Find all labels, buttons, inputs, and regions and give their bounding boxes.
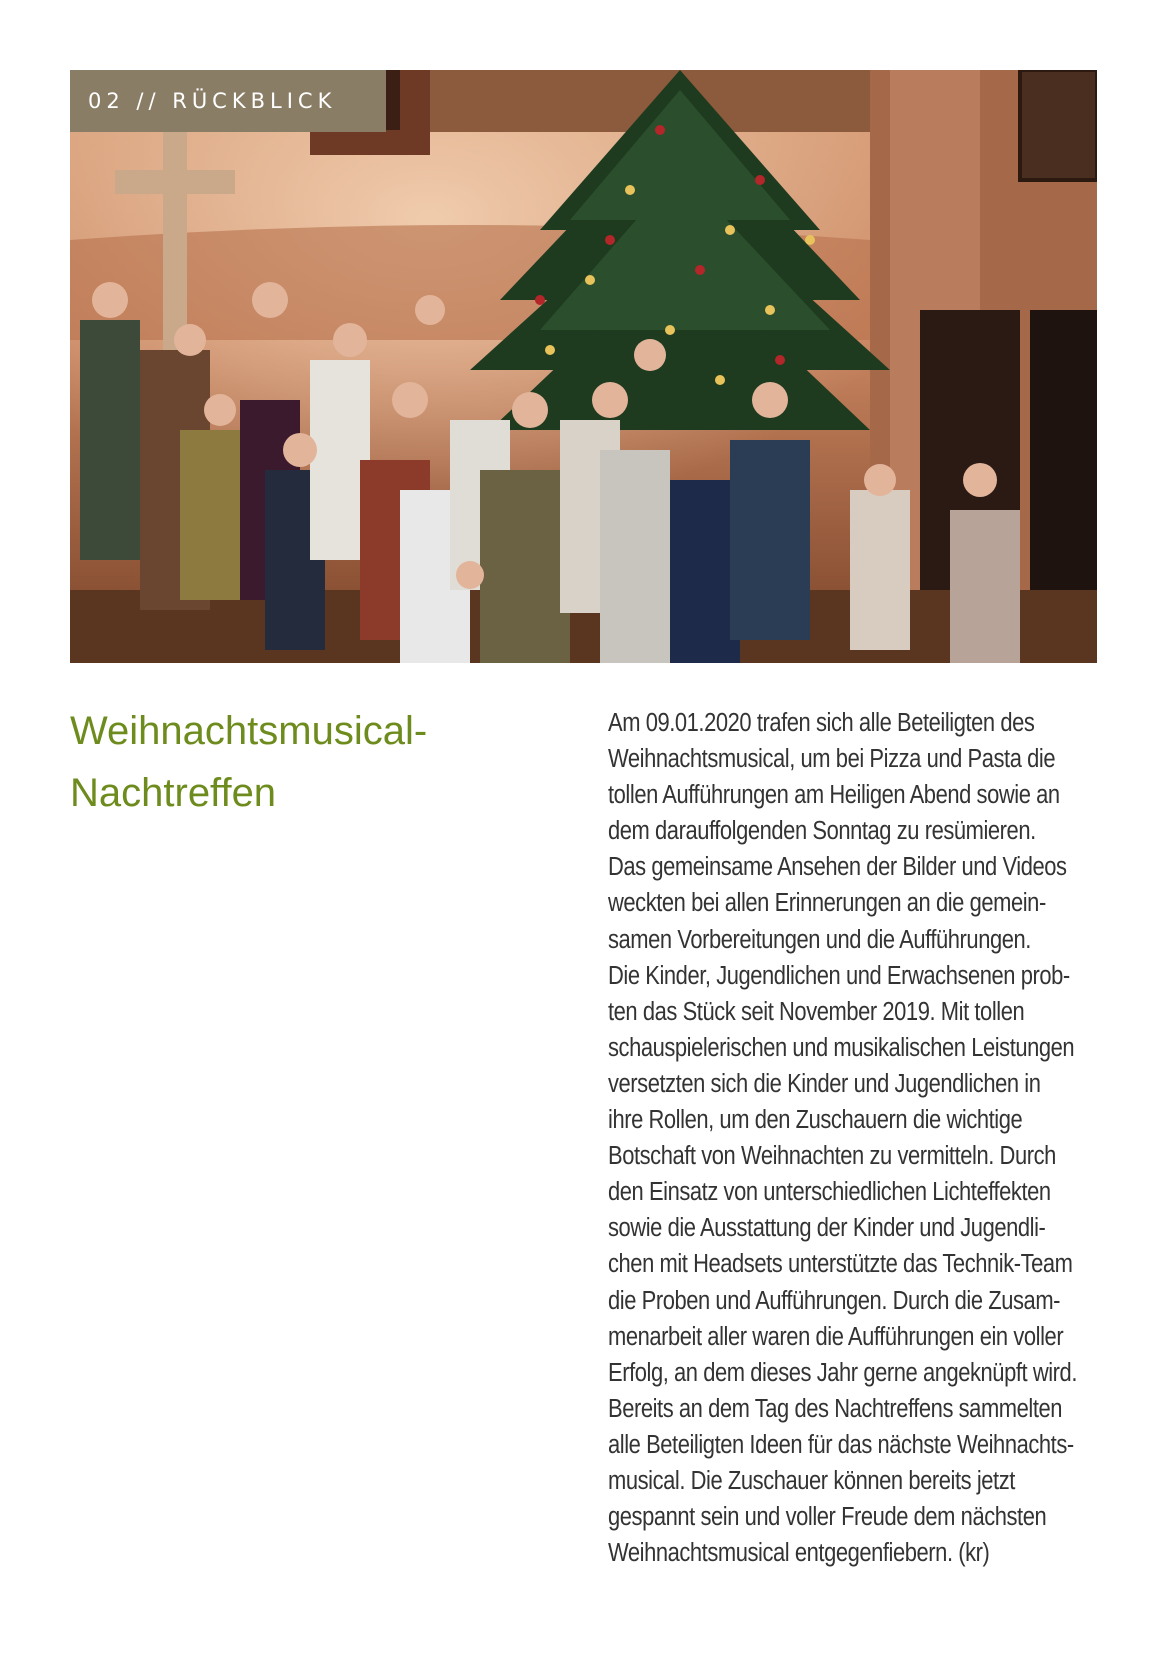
article-body bbox=[608, 705, 1077, 1571]
body-line: Weihnachtsmusical, um bei Pizza und Pasta die bbox=[608, 745, 1056, 774]
body-line: den Einsatz von unterschiedlichen Lichteffekten bbox=[608, 1178, 1051, 1207]
body-line: Bereits an dem Tag des Nachtreffens sammelten bbox=[608, 1394, 1063, 1423]
body-line: dem darauffolgenden Sonntag zu resümieren. bbox=[608, 817, 1036, 846]
body-line: Am 09.01.2020 trafen sich alle Beteiligten des bbox=[608, 709, 1035, 737]
section-tag bbox=[70, 70, 386, 132]
article-title bbox=[70, 700, 530, 824]
body-line: tollen Aufführungen am Heiligen Abend sowie an bbox=[608, 781, 1060, 810]
body-line: chen mit Headsets unterstützte das Technik-Team bbox=[608, 1250, 1073, 1279]
body-line: ihre Rollen, um den Zuschauern die wichtige bbox=[608, 1106, 1023, 1135]
body-line: Die Kinder, Jugendlichen und Erwachsenen prob- bbox=[608, 961, 1070, 990]
body-line: Das gemeinsame Ansehen der Bilder und Videos bbox=[608, 853, 1067, 882]
body-line: alle Beteiligten Ideen für das nächste Weihnachts- bbox=[608, 1430, 1074, 1459]
section-label: 02 // RÜCKBLICK bbox=[88, 89, 337, 113]
article-title-line: Nachtreffen bbox=[70, 771, 277, 815]
body-line: schauspielerischen und musikalischen Leistungen bbox=[608, 1033, 1075, 1062]
body-line: versetzten sich die Kinder und Jugendlichen in bbox=[608, 1069, 1041, 1098]
church-nativity-photo bbox=[70, 70, 1097, 663]
body-line: menarbeit aller waren die Aufführungen ein voller bbox=[608, 1322, 1064, 1351]
body-line: samen Vorbereitungen und die Aufführungen. bbox=[608, 925, 1031, 954]
body-line: Erfolg, an dem dieses Jahr gerne angeknüpft wird. bbox=[608, 1358, 1077, 1387]
body-line: weckten bei allen Erinnerungen an die gemein- bbox=[608, 889, 1046, 918]
body-line: sowie die Ausstattung der Kinder und Jugendli- bbox=[608, 1214, 1046, 1243]
body-line: ten das Stück seit November 2019. Mit tollen bbox=[608, 997, 1025, 1026]
body-line: die Proben und Aufführungen. Durch die Zusam- bbox=[608, 1286, 1061, 1315]
body-line: Botschaft von Weihnachten zu vermitteln. Durch bbox=[608, 1142, 1056, 1171]
body-line: gespannt sein und voller Freude dem nächsten bbox=[608, 1503, 1047, 1532]
body-line: Weihnachtsmusical entgegenfiebern. (kr) bbox=[608, 1539, 990, 1568]
body-line: musical. Die Zuschauer können bereits jetzt bbox=[608, 1466, 1015, 1495]
article-title-line: Weihnachtsmusical- bbox=[70, 709, 428, 753]
